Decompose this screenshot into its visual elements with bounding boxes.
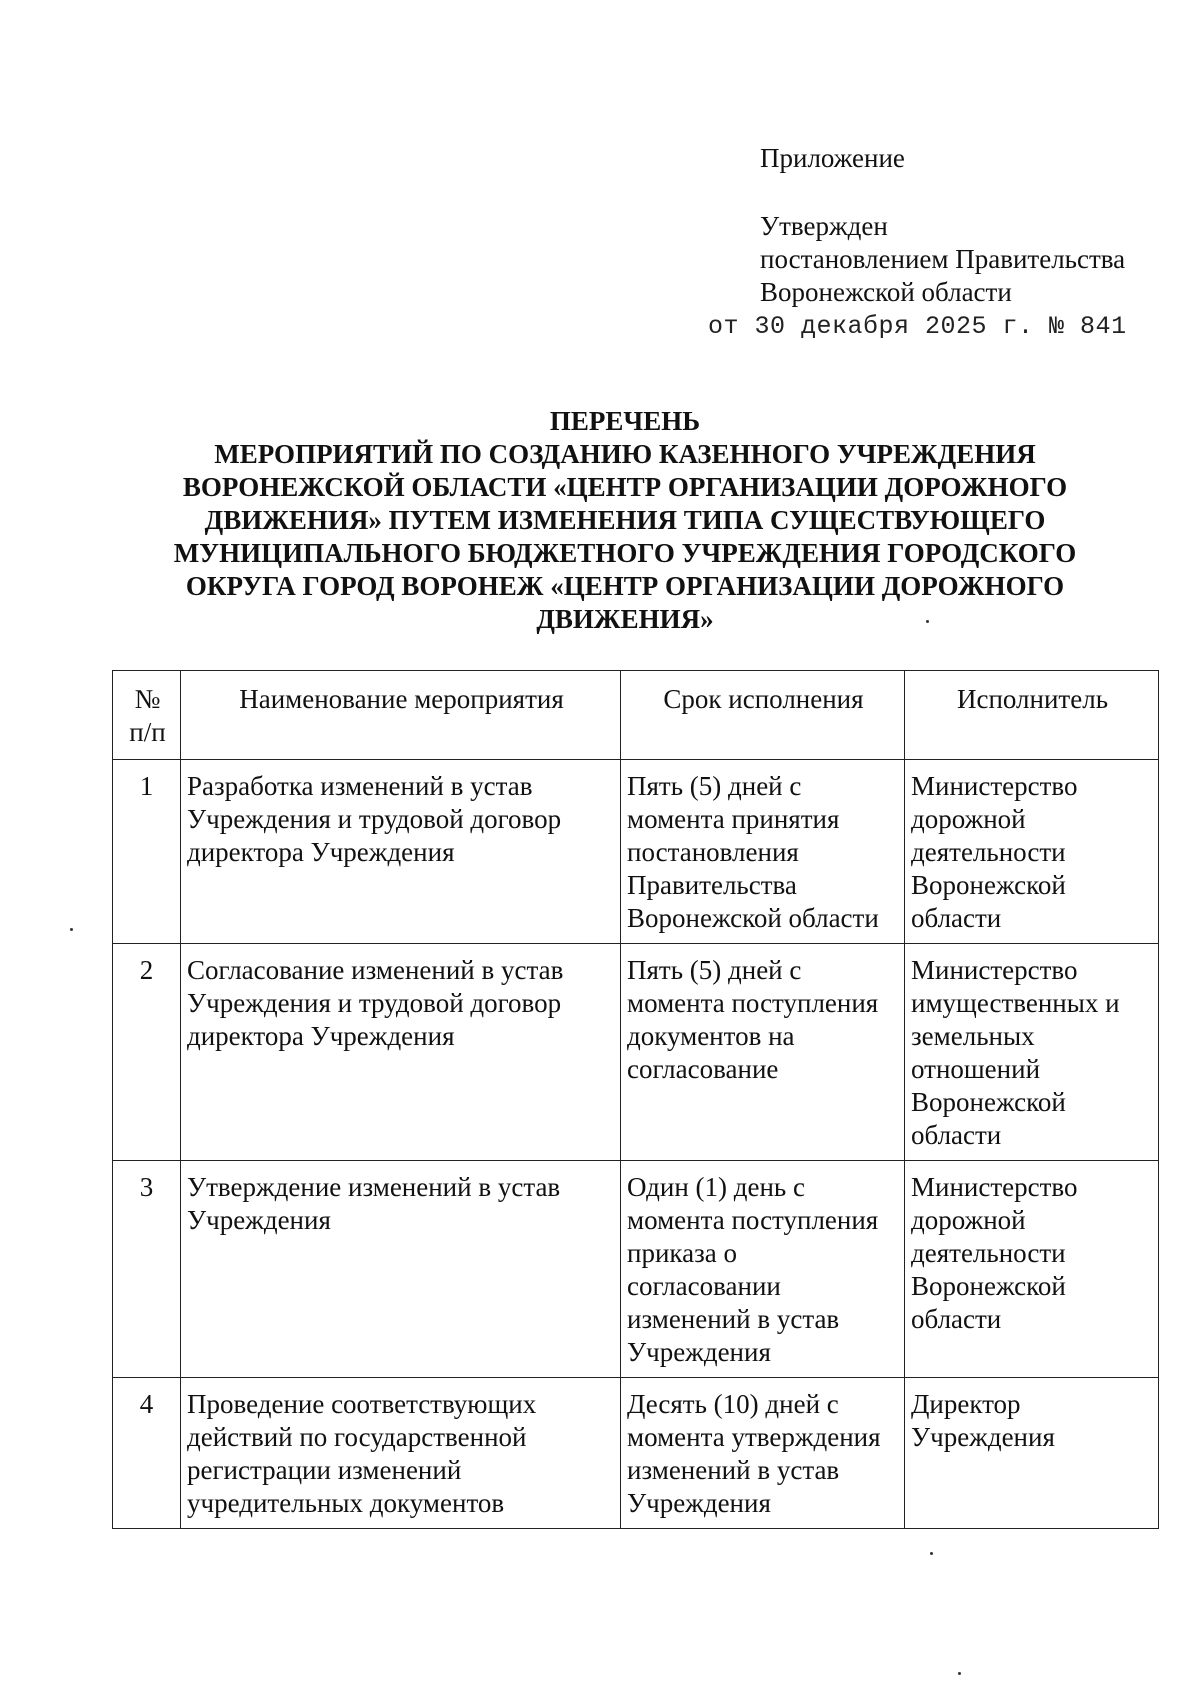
cell-line: момента поступления xyxy=(627,988,879,1018)
cell-line: области xyxy=(911,1304,1002,1334)
cell-line: директора Учреждения xyxy=(187,837,455,867)
cell-line: Министерство xyxy=(911,955,1078,985)
row-number: 4 xyxy=(113,1378,181,1529)
title-line: МУНИЦИПАЛЬНОГО БЮДЖЕТНОГО УЧРЕЖДЕНИЯ ГОРОДСКОГО xyxy=(173,538,1077,568)
row-deadline xyxy=(621,944,905,1161)
cell-line: области xyxy=(911,1120,1002,1150)
document-title xyxy=(110,405,1140,636)
title-line: ОКРУГА ГОРОД ВОРОНЕЖ «ЦЕНТР ОРГАНИЗАЦИИ ДОРОЖНОГО xyxy=(185,571,1065,601)
header-number-line: п/п xyxy=(129,717,166,747)
header-number-line: № xyxy=(134,684,161,714)
annex-label: Приложение xyxy=(760,143,905,173)
row-deadline xyxy=(621,1378,905,1529)
row-name xyxy=(181,1161,621,1378)
cell-line: согласовании xyxy=(627,1271,781,1301)
cell-line: изменений в устав xyxy=(627,1455,840,1485)
cell-line: Учреждения xyxy=(627,1488,771,1518)
measures-table xyxy=(112,670,1159,1529)
cell-line: согласование xyxy=(627,1054,779,1084)
cell-line: Десять (10) дней с xyxy=(627,1389,839,1419)
row-number: 3 xyxy=(113,1161,181,1378)
cell-line: Учреждения xyxy=(627,1337,771,1367)
table-row xyxy=(113,760,1159,944)
row-number: 1 xyxy=(113,760,181,944)
scan-speck xyxy=(958,1672,961,1675)
cell-line: момента поступления xyxy=(627,1205,879,1235)
cell-line: директора Учреждения xyxy=(187,1021,455,1051)
title-line: ВОРОНЕЖСКОЙ ОБЛАСТИ «ЦЕНТР ОРГАНИЗАЦИИ ДОРОЖНОГО xyxy=(182,472,1068,502)
row-name xyxy=(181,1378,621,1529)
cell-line: области xyxy=(911,903,1002,933)
cell-line: Министерство xyxy=(911,1172,1078,1202)
cell-line: дорожной xyxy=(911,804,1026,834)
scan-speck xyxy=(70,928,73,931)
scan-speck xyxy=(930,1552,933,1555)
cell-line: действий по государственной xyxy=(187,1422,527,1452)
cell-line: изменений в устав xyxy=(627,1304,840,1334)
approval-line: постановлением Правительства xyxy=(760,244,1126,274)
title-line: МЕРОПРИЯТИЙ ПО СОЗДАНИЮ КАЗЕННОГО УЧРЕЖДЕНИЯ xyxy=(214,439,1036,469)
header-number xyxy=(113,671,181,760)
cell-line: имущественных и xyxy=(911,988,1120,1018)
cell-line: момента принятия xyxy=(627,804,840,834)
cell-line: постановления xyxy=(627,837,799,867)
table-row xyxy=(113,1161,1159,1378)
cell-line: земельных xyxy=(911,1021,1035,1051)
cell-line: Воронежской xyxy=(911,870,1066,900)
header-deadline: Срок исполнения xyxy=(621,671,905,760)
cell-line: Воронежской области xyxy=(627,903,879,933)
row-name xyxy=(181,944,621,1161)
cell-line: Учреждения xyxy=(911,1422,1055,1452)
cell-line: Согласование изменений в устав xyxy=(187,955,564,985)
cell-line: Пять (5) дней с xyxy=(627,771,802,801)
cell-line: момента утверждения xyxy=(627,1422,881,1452)
title-line: ПЕРЕЧЕНЬ xyxy=(549,406,701,436)
row-name xyxy=(181,760,621,944)
scan-speck xyxy=(926,620,929,623)
cell-line: Пять (5) дней с xyxy=(627,955,802,985)
approval-block xyxy=(760,210,1125,309)
cell-line: Правительства xyxy=(627,870,797,900)
cell-line: Директор xyxy=(911,1389,1021,1419)
cell-line: дорожной xyxy=(911,1205,1026,1235)
cell-line: Один (1) день с xyxy=(627,1172,805,1202)
title-line: ДВИЖЕНИЯ» xyxy=(536,604,714,634)
cell-line: Разработка изменений в устав xyxy=(187,771,533,801)
row-executor xyxy=(905,760,1159,944)
row-executor xyxy=(905,944,1159,1161)
cell-line: Воронежской xyxy=(911,1087,1066,1117)
cell-line: Учреждения и трудовой договор xyxy=(187,988,562,1018)
cell-line: Воронежской xyxy=(911,1271,1066,1301)
header-name: Наименование мероприятия xyxy=(181,671,621,760)
cell-line: регистрации изменений xyxy=(187,1455,462,1485)
row-number: 2 xyxy=(113,944,181,1161)
cell-line: Утверждение изменений в устав xyxy=(187,1172,561,1202)
cell-line: приказа о xyxy=(627,1238,737,1268)
cell-line: Учреждения xyxy=(187,1205,331,1235)
cell-line: деятельности xyxy=(911,837,1066,867)
table-row xyxy=(113,944,1159,1161)
cell-line: документов на xyxy=(627,1021,795,1051)
decree-date-number: от 30 декабря 2025 г. № 841 xyxy=(708,312,1127,341)
cell-line: Министерство xyxy=(911,771,1078,801)
row-executor xyxy=(905,1161,1159,1378)
row-executor xyxy=(905,1378,1159,1529)
title-line: ДВИЖЕНИЯ» ПУТЕМ ИЗМЕНЕНИЯ ТИПА СУЩЕСТВУЮЩЕГО xyxy=(204,505,1046,535)
cell-line: учредительных документов xyxy=(187,1488,505,1518)
table-header-row xyxy=(113,671,1159,760)
approval-line: Утвержден xyxy=(760,211,888,241)
row-deadline xyxy=(621,760,905,944)
cell-line: отношений xyxy=(911,1054,1041,1084)
cell-line: Учреждения и трудовой договор xyxy=(187,804,562,834)
header-executor: Исполнитель xyxy=(905,671,1159,760)
table-row xyxy=(113,1378,1159,1529)
approval-line: Воронежской области xyxy=(760,277,1012,307)
cell-line: Проведение соответствующих xyxy=(187,1389,537,1419)
cell-line: деятельности xyxy=(911,1238,1066,1268)
row-deadline xyxy=(621,1161,905,1378)
